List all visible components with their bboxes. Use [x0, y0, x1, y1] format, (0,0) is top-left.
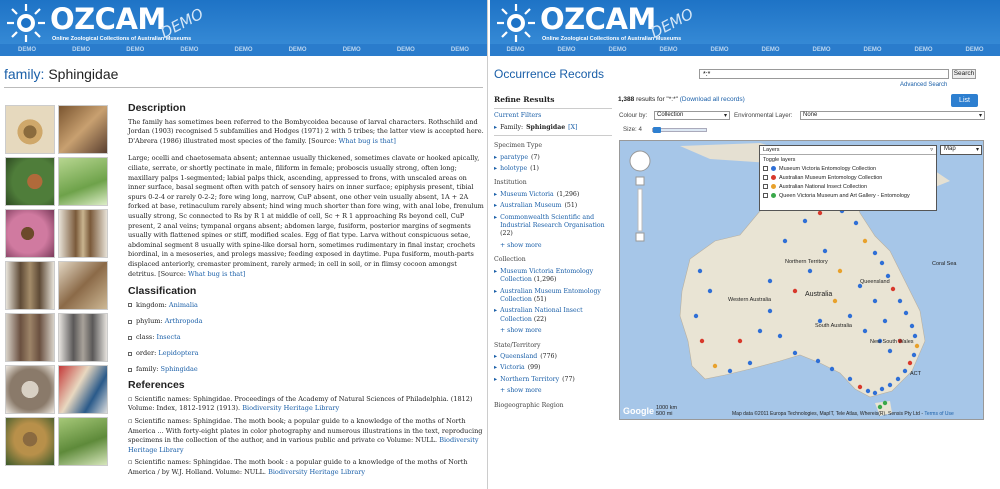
- env-layer-value: None: [803, 112, 818, 118]
- list-view-button[interactable]: List: [951, 94, 978, 107]
- description-text: Large; ocelli and chaetosemata absent; antennae usually thickened, sometimes clavate or hooked apically, ciliate, serrate, or shortly pectinate in male, filiform in female; proboscis usually strong, often long; maxillary palps 1-segmented; labial palps thick, ascending, appressed to frons, with unscaled areas on inner surface, basal segment often with patch of sensory hairs on inner surface; epiphysis present, tibial spurs 0-2-4 or rarely 0-2-2; fore wing long, narrow, CuP absent, one other vein usually absent, 1A + 2A forked at base, retinaculum rarely absent; hind wing much shorter than fore wing, with anal lobe, frenulum usually strong, Sc connected to Rs by R 1 at middle of cell, Sc + R 1 approaching Rs beyond cell, CuP present, 2 anal veins; tympanal organs absent; abdomen large, fusiform, posterior margins of segments usually with flattened spines or stiff, modified scales. Egg of flat type. Larva without conspicuous setae, abdominal segment 8 usually with spine-like dorsal horn, sometimes rudimentary in final instar, crochets biordinal, in a mesoseries, and prolegs massive; feeding exposed in daytime. Pupa fusiform, mouth-parts displaced anteriorly, cremaster prominent, rarely armed; in cell in soil, or in flimsy cocoon amongst detritus. [Source:: [128, 154, 484, 278]
- map-label: Australia: [805, 291, 833, 298]
- show-more-link[interactable]: + show more: [500, 327, 542, 335]
- reference-item: ▫ Scientific names: Sphingidae. Proceedings of the Academy of Natural Sciences of Philadelphia. (1812) Volume: Index, 1812-1912 (1913). Biodiversity Heritage Library: [128, 394, 473, 413]
- occurrence-marker[interactable]: [873, 251, 877, 255]
- occurrence-marker[interactable]: [898, 299, 902, 303]
- results-count: 1,388: [618, 96, 635, 103]
- bhl-link[interactable]: Biodiversity Heritage Library: [128, 436, 479, 454]
- zoom-out-icon[interactable]: [636, 233, 644, 241]
- facet-item[interactable]: [494, 165, 612, 173]
- moth-thumbnail[interactable]: [58, 105, 108, 154]
- occurrence-marker[interactable]: [818, 211, 822, 215]
- facet-link[interactable]: Northern Territory: [500, 375, 560, 383]
- arrow-icon: ▸: [494, 165, 498, 173]
- occurrence-marker[interactable]: [863, 239, 867, 243]
- occurrence-marker[interactable]: [848, 314, 852, 318]
- classification-item: [128, 317, 484, 327]
- brand-name[interactable]: OZCAM: [50, 2, 166, 36]
- demo-strip-label: DEMO: [396, 47, 415, 53]
- facet-heading: Specimen Type: [494, 142, 543, 150]
- description-paragraph: [128, 118, 484, 147]
- occurrence-marker[interactable]: [748, 361, 752, 365]
- facet-count: (22): [533, 315, 547, 323]
- results-text: results for "*:*": [636, 96, 678, 103]
- reference-text: Scientific names: Sphingidae. The moth book; a popular guide to a knowledge of the moths of North America ... With forty-eight plates in color photography and numerous illustrations in the text, reproducing specimens in the collection of the author, and in various public and private co Volume: NULL.: [128, 416, 483, 445]
- bhl-link[interactable]: Biodiversity Heritage Library: [242, 404, 340, 413]
- demo-strip: [490, 44, 1000, 56]
- layer-name: Australian National Insect Collection: [779, 183, 868, 190]
- map-attribution: [732, 411, 954, 417]
- classification-item: [128, 349, 484, 359]
- moth-thumbnail[interactable]: [5, 417, 55, 466]
- occurrence-marker[interactable]: [888, 349, 892, 353]
- ozcam-logo-icon[interactable]: [6, 3, 46, 43]
- occurrence-marker[interactable]: [848, 377, 852, 381]
- facet-link[interactable]: holotype: [500, 165, 528, 173]
- demo-strip-label: DEMO: [288, 47, 307, 53]
- demo-strip-label: DEMO: [342, 47, 361, 53]
- rank-link[interactable]: Arthropoda: [164, 316, 203, 325]
- facet-count: (776): [540, 352, 557, 360]
- occurrence-marker[interactable]: [873, 299, 877, 303]
- demo-strip-label: DEMO: [72, 47, 91, 53]
- layer-color-dot: [771, 166, 776, 171]
- facet-item[interactable]: [494, 307, 612, 324]
- rank-label: class:: [136, 332, 155, 341]
- demo-strip-label: DEMO: [914, 47, 933, 53]
- demo-strip-label: DEMO: [710, 47, 729, 53]
- demo-strip-label: DEMO: [180, 47, 199, 53]
- references-heading: References: [128, 379, 185, 392]
- layer-name: Museum Victoria Entomology Collection: [779, 165, 877, 172]
- moth-thumbnail[interactable]: [5, 209, 55, 258]
- page-title: Occurrence Records: [494, 67, 605, 81]
- zoom-slider[interactable]: [638, 189, 642, 231]
- demo-strip-label: DEMO: [608, 47, 627, 53]
- occurrence-marker[interactable]: [768, 309, 772, 313]
- classification-list: [128, 301, 484, 375]
- occurrence-marker[interactable]: [823, 249, 827, 253]
- map-label: ACT: [910, 371, 921, 377]
- facet-link[interactable]: Commonwealth Scientific and Industrial Research Organisation: [500, 213, 605, 230]
- facet-count: (51): [533, 295, 547, 303]
- occurrence-marker[interactable]: [708, 289, 712, 293]
- demo-strip-label: DEMO: [557, 47, 576, 53]
- occurrence-marker[interactable]: [816, 359, 820, 363]
- colour-by-select[interactable]: [654, 111, 730, 120]
- brand-name[interactable]: OZCAM: [540, 2, 656, 36]
- size-slider[interactable]: [652, 128, 707, 132]
- arrow-icon: ▸: [494, 364, 498, 372]
- arrow-icon: ▸: [494, 267, 498, 275]
- moth-thumbnail[interactable]: [5, 157, 55, 206]
- occurrence-marker[interactable]: [783, 239, 787, 243]
- facet-item[interactable]: [494, 288, 612, 305]
- facet-link[interactable]: Australian Museum Entomology Collection: [500, 287, 601, 303]
- facet-link[interactable]: Museum Victoria Entomology Collection: [500, 267, 594, 284]
- demo-strip-label: DEMO: [234, 47, 253, 53]
- occurrence-marker[interactable]: [694, 314, 698, 318]
- facet-item[interactable]: [494, 364, 612, 372]
- classification-heading: Classification: [128, 285, 197, 298]
- facet-count: (1,296): [556, 190, 580, 198]
- arrow-icon: ▸: [494, 123, 498, 131]
- map-label: Queensland: [860, 279, 890, 285]
- arrow-icon: ▸: [494, 307, 498, 315]
- title-divider: [4, 87, 483, 88]
- occurrence-marker[interactable]: [838, 269, 842, 273]
- toggle-layers-label: Toggle layers: [763, 156, 796, 163]
- rank-label: order:: [136, 348, 157, 357]
- layer-checkbox[interactable]: [763, 166, 768, 171]
- rank-link[interactable]: Lepidoptera: [158, 348, 199, 357]
- bullet-icon: [128, 352, 132, 356]
- occurrence-marker[interactable]: [778, 334, 782, 338]
- results-summary: [618, 96, 988, 103]
- facet-item[interactable]: [494, 154, 612, 162]
- facet-count: (1): [530, 165, 539, 173]
- rank-link[interactable]: Sphingidae: [160, 365, 198, 374]
- occurrence-marker[interactable]: [833, 299, 837, 303]
- reference-item: ▫ Scientific names: Sphingidae. The moth book; a popular guide to a knowledge of the moths of North America ... With forty-eight plates in color photography and numerous illustrations in the text, reproducing specimens in the collection of the author, and in various public and private co Volume: NULL. Biodiversity Heritage Library: [128, 416, 483, 454]
- demo-strip-label: DEMO: [761, 47, 780, 53]
- occurrence-marker[interactable]: [768, 279, 772, 283]
- facet-count: (51): [564, 202, 578, 210]
- layer-checkbox[interactable]: [763, 193, 768, 198]
- moth-thumbnail[interactable]: [58, 365, 108, 414]
- refine-sidebar: [494, 96, 612, 410]
- occurrence-map[interactable]: [619, 140, 984, 420]
- occurrence-marker[interactable]: [854, 221, 858, 225]
- map-label: New South Wales: [870, 339, 914, 345]
- map-label: Western Australia: [728, 297, 772, 303]
- moth-thumbnail[interactable]: [58, 313, 108, 362]
- demo-strip-label: DEMO: [965, 47, 984, 53]
- demo-strip-label: DEMO: [659, 47, 678, 53]
- reference-text: Scientific names: Sphingidae. Proceedings of the Academy of Natural Sciences of Philadelphia. (1812) Volume: Index, 1812-1912 (1913).: [128, 394, 473, 413]
- facet-link[interactable]: Australian National Insect Collection: [500, 307, 583, 323]
- occurrence-marker[interactable]: [913, 334, 917, 338]
- title-rank: family:: [4, 66, 45, 82]
- layer-name: Queen Victoria Museum and Art Gallery - Entomology: [779, 192, 910, 199]
- moth-thumbnail[interactable]: [5, 261, 55, 310]
- moth-thumbnail[interactable]: [58, 157, 108, 206]
- layer-row[interactable]: [760, 164, 936, 173]
- map-label: Northern Territory: [785, 259, 828, 265]
- occurrence-marker[interactable]: [904, 311, 908, 315]
- show-more-link[interactable]: + show more: [500, 241, 542, 249]
- arrow-icon: ▸: [494, 190, 498, 198]
- demo-strip-label: DEMO: [126, 47, 145, 53]
- rank-label: phylum:: [136, 316, 163, 325]
- description-text: The family has sometimes been referred to the Bombycoidea because of larval characters. Rothschild and Jordan (1903) recognised 5 subfamilies and Hodges (1971) 2 with 5 tribes; the latter view is accepted here. D'Abrera (1986) illustrated most species of the family. [Source:: [128, 117, 484, 145]
- taxon-page: [0, 0, 488, 489]
- current-filters-label: Current Filters: [494, 112, 542, 120]
- source-link[interactable]: What bug is that]: [338, 136, 396, 145]
- facet-heading: Biogeographic Region: [494, 401, 564, 409]
- demo-strip-label: DEMO: [506, 47, 525, 53]
- layer-row[interactable]: [760, 173, 936, 182]
- occurrence-marker[interactable]: [793, 289, 797, 293]
- advanced-search-link[interactable]: Advanced Search: [900, 82, 948, 88]
- occurrence-marker[interactable]: [888, 383, 892, 387]
- moth-thumbnail[interactable]: [58, 417, 108, 466]
- facet-link[interactable]: paratype: [500, 153, 529, 161]
- occurrence-marker[interactable]: [891, 287, 895, 291]
- facet-count: (77): [562, 375, 575, 383]
- arrow-icon: ▸: [494, 352, 498, 360]
- layer-row[interactable]: [760, 182, 936, 191]
- occurrence-marker[interactable]: [758, 329, 762, 333]
- bullet-icon: [128, 368, 132, 372]
- moth-thumbnail[interactable]: [5, 365, 55, 414]
- reference-item: ▫ Scientific names: Sphingidae. The moth book : a popular guide to a knowledge of the moths of North America / by W.J. Holland. Volume: NULL. Biodiversity Heritage Library: [128, 458, 468, 476]
- occurrence-marker[interactable]: [808, 269, 812, 273]
- env-layer-select[interactable]: [800, 111, 985, 120]
- occurrence-marker[interactable]: [866, 389, 870, 393]
- scale-mi: 500 mi: [656, 411, 673, 417]
- facet-item[interactable]: [494, 353, 612, 361]
- facet-link[interactable]: Victoria: [500, 364, 525, 372]
- demo-strip-label: DEMO: [812, 47, 831, 53]
- occurrence-marker[interactable]: [915, 344, 919, 348]
- rank-link[interactable]: Insecta: [156, 332, 181, 341]
- map-type-select[interactable]: [940, 145, 982, 155]
- facet-link[interactable]: Queensland: [500, 352, 538, 360]
- occurrence-marker[interactable]: [883, 319, 887, 323]
- image-gallery: [5, 105, 109, 466]
- zoom-in-icon[interactable]: [636, 177, 644, 185]
- occurrence-marker[interactable]: [908, 361, 912, 365]
- occurrence-marker[interactable]: [858, 385, 862, 389]
- layer-checkbox[interactable]: [763, 175, 768, 180]
- demo-strip-label: DEMO: [863, 47, 882, 53]
- show-more-link[interactable]: + show more: [500, 387, 542, 395]
- rank-link[interactable]: Animalia: [168, 300, 198, 309]
- occurrence-marker[interactable]: [912, 353, 916, 357]
- map-label: Coral Sea: [932, 261, 957, 267]
- rank-label: kingdom:: [136, 300, 167, 309]
- map-scale: [656, 405, 677, 417]
- colour-by-label: Colour by:: [619, 112, 648, 119]
- layer-row[interactable]: [760, 191, 936, 200]
- filter-label: Family:: [500, 123, 524, 131]
- slider-handle[interactable]: [653, 127, 661, 133]
- title-taxon: Sphingidae: [48, 66, 119, 82]
- occurrence-page: [490, 0, 1000, 489]
- demo-strip-label: DEMO: [450, 47, 469, 53]
- facet-item[interactable]: [494, 376, 612, 384]
- chevron-down-icon: ▾: [723, 113, 727, 119]
- env-layer-label: Environmental Layer:: [734, 112, 793, 119]
- description-paragraph: [128, 154, 484, 279]
- facet-heading: Collection: [494, 256, 526, 264]
- brand-subtitle: Online Zoological Collections of Australian Museums: [52, 36, 192, 42]
- layer-color-dot: [771, 184, 776, 189]
- classification-item: [128, 365, 484, 375]
- reference-text: Scientific names: Sphingidae. The moth book : a popular guide to a knowledge of the moths of North America / by W.J. Holland. Volume: NULL.: [128, 458, 468, 476]
- occurrence-marker[interactable]: [863, 329, 867, 333]
- occurrence-marker[interactable]: [793, 351, 797, 355]
- layer-color-dot: [771, 175, 776, 180]
- colour-by-value: Collection: [657, 112, 684, 118]
- layer-checkbox[interactable]: [763, 184, 768, 189]
- taxon-content: [128, 104, 484, 481]
- filter-value: Sphingidae: [526, 123, 566, 131]
- layer-name: Australian Museum Entomology Collection: [779, 174, 883, 181]
- demo-watermark: DEMO: [647, 4, 697, 42]
- bullet-icon: [128, 320, 132, 324]
- size-label: Size: 4: [623, 126, 642, 133]
- occurrence-marker[interactable]: [830, 367, 834, 371]
- moth-thumbnail[interactable]: [58, 261, 108, 310]
- site-header: [0, 0, 487, 56]
- source-link[interactable]: What bug is that]: [188, 269, 246, 278]
- ozcam-logo-icon[interactable]: [496, 3, 536, 43]
- chevron-down-icon: ▾: [975, 147, 979, 153]
- occurrence-marker[interactable]: [903, 369, 907, 373]
- occurrence-marker[interactable]: [700, 339, 704, 343]
- moth-thumbnail[interactable]: [5, 105, 55, 154]
- scale-km: 1000 km: [656, 405, 678, 411]
- occurrence-marker[interactable]: [883, 401, 887, 405]
- occurrence-marker[interactable]: [738, 339, 742, 343]
- arrow-icon: ▸: [494, 375, 498, 383]
- bhl-link[interactable]: Biodiversity Heritage Library: [268, 467, 366, 476]
- arrow-icon: ▸: [494, 153, 498, 161]
- bullet-icon: [128, 303, 132, 307]
- classification-item: [128, 301, 484, 311]
- layers-title: Layers: [763, 147, 780, 153]
- toggle-layers-row[interactable]: [760, 155, 936, 164]
- facet-count: (22): [500, 230, 513, 238]
- site-header: [490, 0, 1000, 56]
- search-input[interactable]: [699, 69, 949, 79]
- google-logo: Google: [623, 406, 654, 416]
- chevron-down-icon: ▾: [978, 113, 982, 119]
- search-button[interactable]: Search: [953, 70, 975, 77]
- facet-link[interactable]: Australian Museum: [500, 202, 562, 210]
- terms-link[interactable]: Terms of Use: [924, 411, 954, 417]
- facet-heading: State/Territory: [494, 341, 541, 349]
- facet-item[interactable]: [494, 191, 612, 199]
- classification-item: [128, 333, 484, 343]
- layer-color-dot: [771, 193, 776, 198]
- occurrence-marker[interactable]: [698, 269, 702, 273]
- occurrence-marker[interactable]: [803, 219, 807, 223]
- occurrence-marker[interactable]: [896, 377, 900, 381]
- arrow-icon: ▸: [494, 213, 498, 221]
- facet-item[interactable]: [494, 268, 612, 285]
- current-filters: [494, 108, 612, 136]
- page-title: [4, 66, 118, 82]
- facet-count: (7): [531, 153, 540, 161]
- occurrence-marker[interactable]: [878, 405, 882, 409]
- occurrence-marker[interactable]: [886, 274, 890, 278]
- facet-item[interactable]: [494, 202, 612, 210]
- download-link[interactable]: (Download all records): [679, 96, 745, 103]
- occurrence-marker[interactable]: [910, 324, 914, 328]
- brand-subtitle: Online Zoological Collections of Australian Museums: [542, 36, 682, 42]
- demo-watermark: DEMO: [157, 4, 207, 42]
- facet-count: (99): [527, 364, 541, 372]
- demo-strip-label: DEMO: [18, 47, 37, 53]
- demo-strip: [0, 44, 487, 56]
- moth-thumbnail[interactable]: [58, 209, 108, 258]
- occurrence-marker[interactable]: [873, 391, 877, 395]
- rank-label: family:: [136, 365, 159, 374]
- layers-header[interactable]: [760, 146, 936, 155]
- map-type-value: Map: [944, 146, 956, 152]
- refine-heading: Refine Results: [494, 95, 555, 104]
- facet-item[interactable]: [494, 214, 612, 239]
- arrow-icon: ▸: [494, 287, 498, 295]
- description-heading: Description: [128, 102, 186, 114]
- facet-count: (1,296): [533, 276, 557, 284]
- occurrence-marker[interactable]: [728, 369, 732, 373]
- pan-control-icon[interactable]: [630, 151, 650, 171]
- map-label: South Australia: [815, 323, 852, 329]
- arrow-icon: ▸: [494, 202, 498, 210]
- bullet-icon: [128, 336, 132, 340]
- collapse-icon[interactable]: ▿: [930, 147, 933, 153]
- remove-filter-button[interactable]: [X]: [568, 123, 578, 131]
- moth-thumbnail[interactable]: [5, 313, 55, 362]
- layers-panel: [759, 145, 937, 211]
- occurrence-marker[interactable]: [713, 364, 717, 368]
- active-filter: [494, 124, 612, 132]
- occurrence-marker[interactable]: [880, 261, 884, 265]
- occurrence-marker[interactable]: [880, 387, 884, 391]
- facet-link[interactable]: Museum Victoria: [500, 190, 554, 198]
- attribution-text: Map data ©2011 Europa Technologies, MapIT, Tele Atlas, Whereis(R), Sensis Pty Ltd -: [732, 411, 924, 417]
- facet-heading: Institution: [494, 179, 527, 187]
